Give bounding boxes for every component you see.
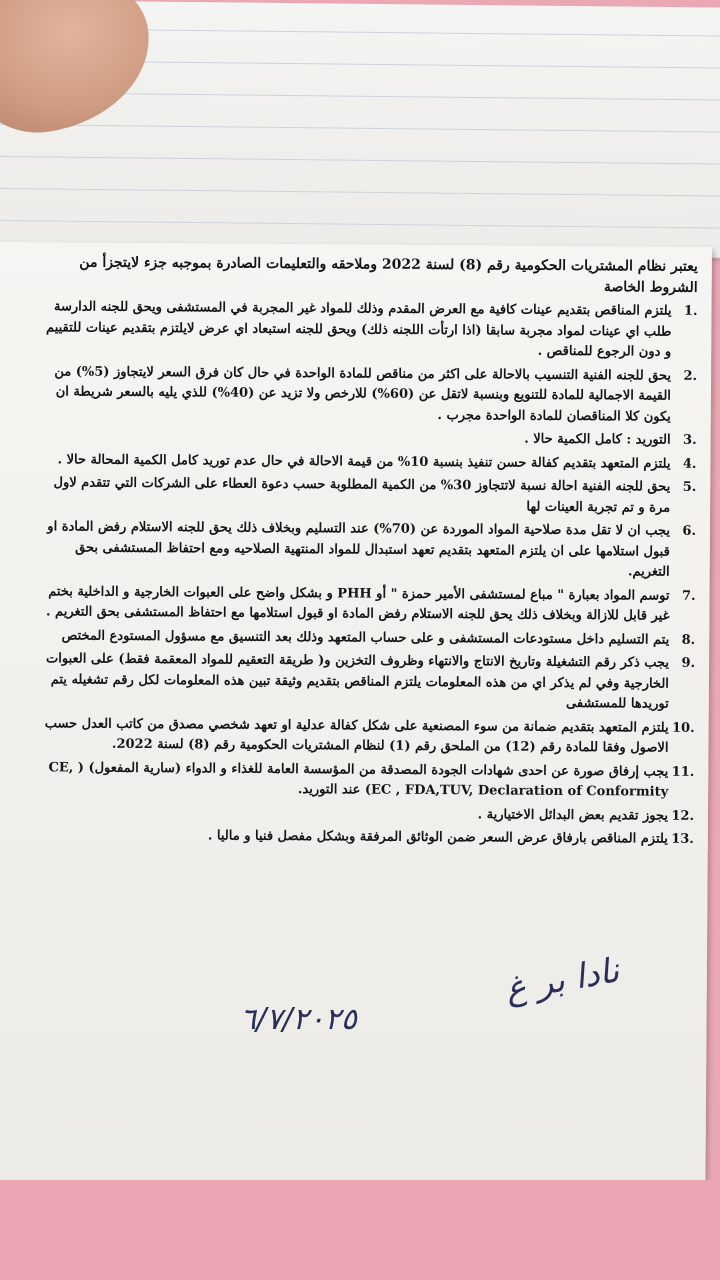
- list-item: [37, 582, 695, 628]
- item-number: 3.: [683, 432, 697, 448]
- list-item: [38, 473, 696, 519]
- item-number: 13.: [671, 831, 694, 847]
- list-item: [38, 517, 696, 583]
- item-text: توسم المواد بعبارة " مباع لمستشفى الأمير حمزة " أو PHH و بشكل واضح على العبوات الخارجية و الداخلية بختم غير قابل للازالة وبخلاف ذلك يحق للجنه الاستلام رفض المادة او قبول استلامها مع احتفاظ المستشفى بحق التغريم .: [45, 583, 670, 624]
- list-item: [39, 362, 697, 428]
- list-item: [37, 626, 695, 651]
- list-item: [39, 426, 697, 451]
- item-text: يجوز تقديم بعض البدائل الاختيارية .: [477, 806, 669, 824]
- item-number: 10.: [671, 720, 695, 736]
- item-text: يلتزم المتعهد بتقديم ضمانة من سوء المصنعية على شكل كفالة عدلية او تعهد شخصي مصدق من كاتب العدل حسب الاصول وفقا للمادة رقم (12) من الملحق رقم (1) لنظام المشتريات الحكومية رقم (8) لسنة 2022.: [44, 715, 669, 756]
- list-item: [36, 825, 694, 850]
- item-text: يحق للجنه الفنية احالة نسبة لاتتجاوز 30% من الكمية المطلوبة حسب دعوة العطاء على الشركات التي تتقدم لاول مرة و تم تجربة العينات لها: [53, 475, 671, 516]
- list-item: [36, 714, 694, 760]
- intro-paragraph: يعتبر نظام المشتريات الحكومية رقم (8) لسنة 2022 وملاحقه والتعليمات الصادرة بموجبه جزء لايتجزأ من الشروط الخاصة: [79, 254, 698, 296]
- item-number: 2.: [683, 368, 698, 384]
- item-number: 6.: [682, 523, 697, 539]
- item-text: يجب ان لا تقل مدة صلاحية المواد الموردة عن (70%) عند التسليم وبخلاف ذلك يحق للجنه الاستلام رفض المادة او قبول استلامها على ان يلتزم المتعهد بتقديم تعهد استبدال للمواد المنتهية الصلاحيه ومع احتفاظ المستشفى بحق التغريم.: [47, 519, 671, 580]
- item-number: 7.: [681, 588, 696, 604]
- list-item: [36, 802, 694, 827]
- item-text: يحق للجنه الفنية التنسيب بالاحالة على اكثر من مناقص للمادة الواحدة في حال كان فرق السعر لايتجاوز (5%) من القيمة الاجمالية للمادة للتنويع وبنسبة لاتقل عن (60%) للارخص ولا تزيد عن (40%) للذي يليه بالسعر شريطة ان يكون كلا المناقصان للمادة الواحدة مجرب .: [54, 363, 672, 425]
- document-content: [36, 252, 698, 853]
- item-text: يلتزم المناقص بارفاق عرض السعر ضمن الوثائق المرفقة وبشكل مفصل فنيا و ماليا .: [207, 828, 668, 847]
- item-number: 5.: [682, 479, 697, 495]
- item-number: 4.: [682, 456, 697, 472]
- list-item: [37, 649, 695, 715]
- item-text: التوريد : كامل الكمية حالا .: [524, 431, 671, 448]
- item-text: يلتزم المتعهد بتقديم كفالة حسن تنفيذ بنسبة 10% من قيمة الاحالة في حال عدم توريد كامل الكمية المحالة حالا .: [57, 451, 671, 472]
- item-text: يجب ذكر رقم التشغيلة وتاريخ الانتاج والانتهاء وظروف التخزين و( طريقة التعقيم للمواد المعقمة فقط) على العبوات الخارجية وفي لم يذكر اي من هذه المعلومات يلتزم المناقص بتقديم وثيقة تبين هذه المعلومات لكل رقم تشغيله يتم توريدها للمستشفى: [46, 651, 670, 712]
- conditions-list: [36, 297, 698, 850]
- item-text: يلتزم المناقص بتقديم عينات كافية مع العرض المقدم وذلك للمواد غير المجربة في المستشفى ويحق للجنه الدارسة طلب اي عينات لمواد مجربة سابقا (اذا ارتأت اللجنه ذلك) ويحق للجنه استبعاد اي عرض لايلتزم بتقديم عينات للتقييم و دون الرجوع للمناقص .: [46, 299, 672, 360]
- signature-name: نادا بر غ: [502, 950, 623, 1010]
- list-item: [39, 297, 697, 363]
- item-number: 11.: [671, 764, 695, 780]
- item-number: 8.: [681, 632, 696, 648]
- signature-date: ٦/٧/٢٠٢٥: [240, 1002, 357, 1037]
- item-number: 9.: [681, 655, 696, 671]
- item-text: يتم التسليم داخل مستودعات المستشفى و على حساب المتعهد وذلك بعد التنسيق مع مسؤول المستودع المختص: [61, 627, 670, 648]
- item-number: 1.: [683, 303, 698, 319]
- list-item: [38, 450, 696, 475]
- item-number: 12.: [671, 808, 695, 824]
- list-item: [36, 758, 694, 804]
- background-surface: [0, 1180, 720, 1280]
- handwritten-signature: [240, 950, 623, 1080]
- item-text: يجب إرفاق صورة عن احدى شهادات الجودة المصدقة من المؤسسة العامة للغذاء و الدواء (سارية المفعول) ( CE, (EC , FDA,TUV, Declaration of Conformity عند التوريد.: [48, 759, 669, 800]
